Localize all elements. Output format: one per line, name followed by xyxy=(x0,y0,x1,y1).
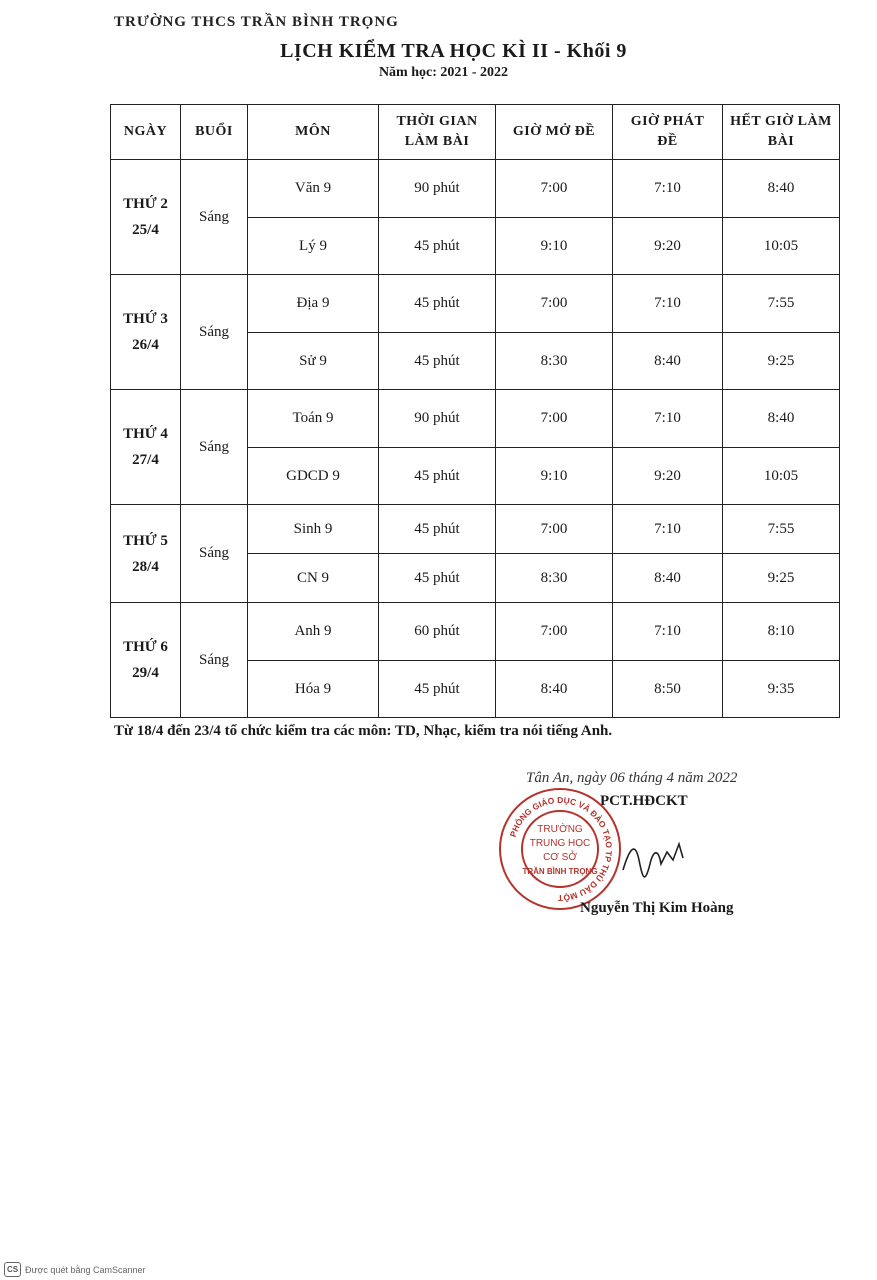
session-cell: Sáng xyxy=(181,390,248,505)
header-issue-time: GIỜ PHÁT ĐỀ xyxy=(613,105,723,160)
end-time-cell: 10:05 xyxy=(723,218,840,275)
end-time-cell: 9:25 xyxy=(723,333,840,390)
header-duration: THỜI GIAN LÀM BÀI xyxy=(379,105,496,160)
open-time-cell: 7:00 xyxy=(496,505,613,554)
session-cell: Sáng xyxy=(181,505,248,603)
end-time-cell: 9:25 xyxy=(723,554,840,603)
school-seal-icon xyxy=(496,785,624,913)
table-row xyxy=(111,505,840,554)
open-time-cell: 7:00 xyxy=(496,275,613,333)
table-row xyxy=(111,160,840,218)
subject-cell: Sinh 9 xyxy=(248,505,379,554)
issue-time-cell: 7:10 xyxy=(613,160,723,218)
signature-scribble xyxy=(615,830,705,890)
seal-ring-text: PHÒNG GIÁO DỤC VÀ ĐÀO TẠO TP THỦ DẦU MỘT xyxy=(507,794,615,904)
issue-time-cell: 7:10 xyxy=(613,390,723,448)
header-open-time: GIỜ MỞ ĐỀ xyxy=(496,105,613,160)
duration-cell: 90 phút xyxy=(379,390,496,448)
session-cell: Sáng xyxy=(181,160,248,275)
subject-cell: Văn 9 xyxy=(248,160,379,218)
table-header-row xyxy=(111,105,840,160)
issue-time-cell: 7:10 xyxy=(613,275,723,333)
signer-name: Nguyễn Thị Kim Hoàng xyxy=(580,900,734,916)
seal-line-1: TRƯỜNG xyxy=(537,824,583,835)
header-subject: MÔN xyxy=(248,105,379,160)
header-session: BUỔI xyxy=(181,105,248,160)
table-row xyxy=(111,390,840,448)
open-time-cell: 8:30 xyxy=(496,554,613,603)
duration-cell: 45 phút xyxy=(379,505,496,554)
exam-schedule-table xyxy=(110,104,840,718)
day-cell: THỨ 4 27/4 xyxy=(111,390,181,505)
subject-cell: Lý 9 xyxy=(248,218,379,275)
day-cell: THỨ 6 29/4 xyxy=(111,603,181,718)
schedule-note: Từ 18/4 đến 23/4 tổ chức kiểm tra các môn: TD, Nhạc, kiểm tra nói tiếng Anh. xyxy=(114,723,613,739)
open-time-cell: 9:10 xyxy=(496,218,613,275)
subject-cell: GDCD 9 xyxy=(248,448,379,505)
subject-cell: Địa 9 xyxy=(248,275,379,333)
duration-cell: 45 phút xyxy=(379,333,496,390)
header-end-time: HẾT GIỜ LÀM BÀI xyxy=(723,105,840,160)
open-time-cell: 8:40 xyxy=(496,661,613,718)
page-title: LỊCH KIỂM TRA HỌC KÌ II - Khối 9 xyxy=(280,40,627,62)
end-time-cell: 7:55 xyxy=(723,275,840,333)
place-date: Tân An, ngày 06 tháng 4 năm 2022 xyxy=(526,770,738,786)
issue-time-cell: 8:40 xyxy=(613,333,723,390)
camscanner-logo-icon: CS xyxy=(4,1262,21,1277)
day-cell: THỨ 2 25/4 xyxy=(111,160,181,275)
subject-cell: Toán 9 xyxy=(248,390,379,448)
issue-time-cell: 8:50 xyxy=(613,661,723,718)
school-year: Năm học: 2021 - 2022 xyxy=(378,65,509,80)
subject-cell: CN 9 xyxy=(248,554,379,603)
session-cell: Sáng xyxy=(181,275,248,390)
session-cell: Sáng xyxy=(181,603,248,718)
day-cell: THỨ 3 26/4 xyxy=(111,275,181,390)
table-row xyxy=(111,275,840,333)
subject-cell: Anh 9 xyxy=(248,603,379,661)
open-time-cell: 7:00 xyxy=(496,390,613,448)
table-row xyxy=(111,603,840,661)
seal-line-4: TRẦN BÌNH TRỌNG xyxy=(522,867,598,876)
duration-cell: 45 phút xyxy=(379,448,496,505)
duration-cell: 60 phút xyxy=(379,603,496,661)
school-name: TRƯỜNG THCS TRẦN BÌNH TRỌNG xyxy=(114,14,399,30)
end-time-cell: 8:40 xyxy=(723,390,840,448)
subject-cell: Sử 9 xyxy=(248,333,379,390)
end-time-cell: 8:40 xyxy=(723,160,840,218)
scanner-footer xyxy=(4,1262,146,1277)
subject-cell: Hóa 9 xyxy=(248,661,379,718)
issue-time-cell: 9:20 xyxy=(613,218,723,275)
issue-time-cell: 9:20 xyxy=(613,448,723,505)
open-time-cell: 7:00 xyxy=(496,603,613,661)
duration-cell: 45 phút xyxy=(379,275,496,333)
issue-time-cell: 8:40 xyxy=(613,554,723,603)
duration-cell: 90 phút xyxy=(379,160,496,218)
signer-role: PCT.HĐCKT xyxy=(600,793,688,809)
seal-line-3: CƠ SỞ xyxy=(543,852,577,863)
day-cell: THỨ 5 28/4 xyxy=(111,505,181,603)
open-time-cell: 9:10 xyxy=(496,448,613,505)
open-time-cell: 8:30 xyxy=(496,333,613,390)
end-time-cell: 10:05 xyxy=(723,448,840,505)
end-time-cell: 8:10 xyxy=(723,603,840,661)
scanner-text: Được quét bằng CamScanner xyxy=(25,1264,146,1275)
duration-cell: 45 phút xyxy=(379,661,496,718)
seal-line-2: TRUNG HỌC xyxy=(529,838,591,849)
end-time-cell: 7:55 xyxy=(723,505,840,554)
header-day: NGÀY xyxy=(111,105,181,160)
duration-cell: 45 phút xyxy=(379,554,496,603)
open-time-cell: 7:00 xyxy=(496,160,613,218)
end-time-cell: 9:35 xyxy=(723,661,840,718)
issue-time-cell: 7:10 xyxy=(613,505,723,554)
duration-cell: 45 phút xyxy=(379,218,496,275)
issue-time-cell: 7:10 xyxy=(613,603,723,661)
